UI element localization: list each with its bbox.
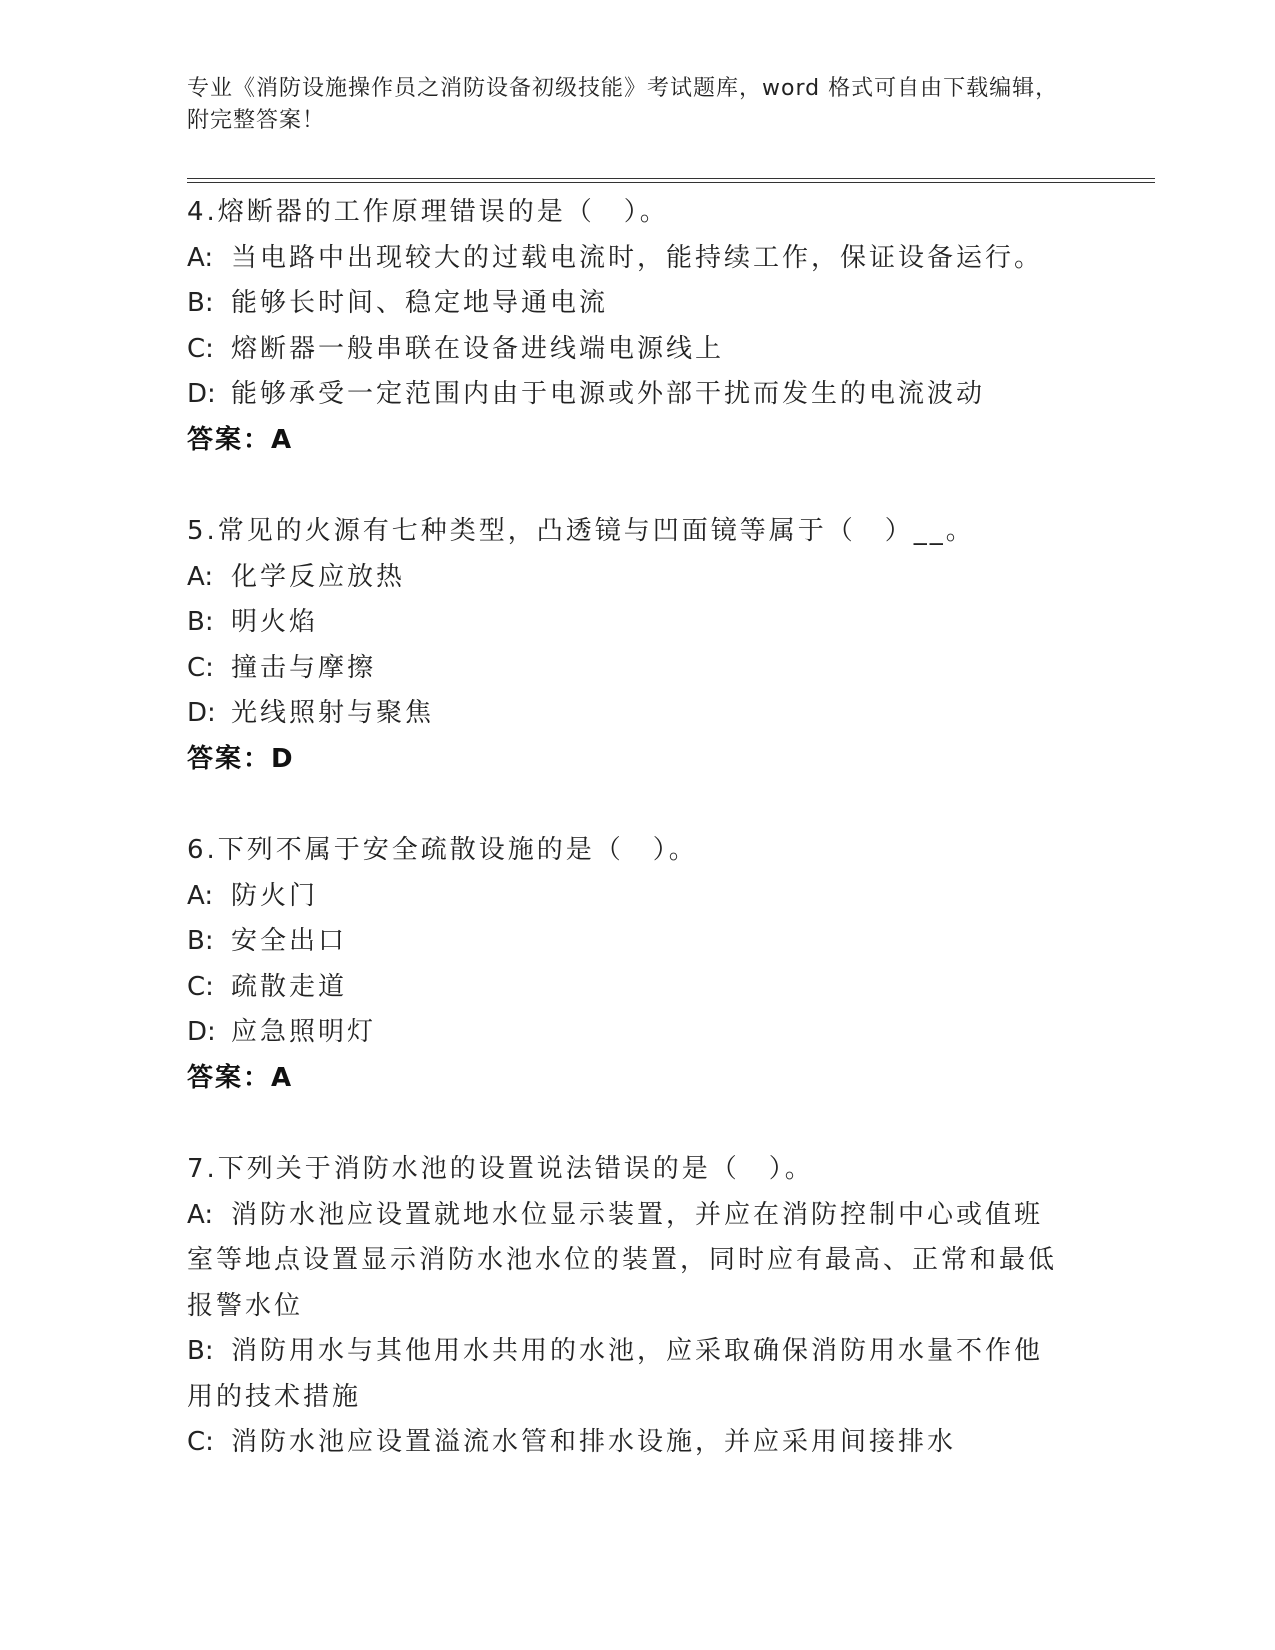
- option-letter: D:: [187, 1017, 216, 1047]
- option-text: 当电路中出现较大的过载电流时，能持续工作，保证设备运行。: [231, 242, 1044, 273]
- option-letter: C:: [187, 1427, 214, 1457]
- option-text: 消防水池应设置溢流水管和排水设施，并应采用间接排水: [231, 1427, 957, 1457]
- option-b: [187, 919, 1087, 965]
- option-letter: B:: [187, 607, 214, 637]
- header-divider-top: [187, 178, 1155, 179]
- option-letter: A:: [187, 880, 214, 911]
- option-text: 疏散走道: [231, 971, 348, 1002]
- option-text: 化学反应放热: [231, 561, 406, 592]
- option-text: 应急照明灯: [231, 1017, 377, 1047]
- option-text: 明火焰: [231, 607, 319, 637]
- option-text: 安全出口: [231, 926, 348, 956]
- option-a: [187, 874, 1087, 920]
- question-list: [187, 190, 1087, 1512]
- option-c: [187, 646, 1087, 692]
- option-c: [187, 327, 1087, 373]
- answer-label: 答案：A: [187, 1062, 294, 1093]
- question-title: 4.熔断器的工作原理错误的是（ ）。: [187, 197, 669, 227]
- option-letter: D:: [187, 698, 216, 728]
- option-c: [187, 965, 1087, 1011]
- option-letter: B:: [187, 1336, 214, 1366]
- question-6: [187, 828, 1087, 1101]
- option-text: 防火门: [231, 880, 319, 911]
- option-letter: A:: [187, 561, 214, 592]
- option-text: 能够长时间、稳定地导通电流: [231, 288, 609, 318]
- option-letter: C:: [187, 652, 214, 683]
- option-text: 能够承受一定范围内由于电源或外部干扰而发生的电流波动: [231, 379, 986, 409]
- question-title: 5.常见的火源有七种类型，凸透镜与凹面镜等属于（ ）__。: [187, 516, 975, 546]
- option-letter: B:: [187, 926, 214, 956]
- question-7: [187, 1147, 1087, 1466]
- option-text: 消防用水与其他用水共用的水池，应采取确保消防用水量不作他用的技术措施: [187, 1336, 1044, 1412]
- header-divider-bottom: [187, 182, 1155, 183]
- option-letter: C:: [187, 971, 214, 1002]
- option-letter: D:: [187, 379, 216, 409]
- question-title: 6.下列不属于安全疏散设施的是（ ）。: [187, 835, 698, 865]
- answer-label: 答案：A: [187, 424, 294, 455]
- option-letter: A:: [187, 242, 214, 273]
- option-a: [187, 236, 1087, 282]
- option-d: [187, 372, 1087, 418]
- option-text: 消防水池应设置就地水位显示装置，并应在消防控制中心或值班室等地点设置显示消防水池水位的装置，同时应有最高、正常和最低报警水位: [187, 1199, 1058, 1321]
- document-header: 专业《消防设施操作员之消防设备初级技能》考试题库，word 格式可自由下载编辑，附完整答案！: [187, 76, 1059, 133]
- option-letter: C:: [187, 333, 214, 364]
- option-d: [187, 1010, 1087, 1056]
- option-c: [187, 1420, 1067, 1466]
- option-a: [187, 1193, 1067, 1330]
- answer-label: 答案：D: [187, 743, 295, 774]
- option-a: [187, 555, 1087, 601]
- question-title: 7.下列关于消防水池的设置说法错误的是（ ）。: [187, 1154, 814, 1184]
- question-4: [187, 190, 1087, 463]
- option-text: 光线照射与聚焦: [231, 698, 435, 728]
- option-b: [187, 1329, 1067, 1420]
- option-b: [187, 281, 1087, 327]
- option-d: [187, 691, 1087, 737]
- option-text: 撞击与摩擦: [231, 652, 377, 683]
- option-letter: A:: [187, 1199, 214, 1230]
- option-text: 熔断器一般串联在设备进线端电源线上: [231, 333, 725, 364]
- question-5: [187, 509, 1087, 782]
- option-b: [187, 600, 1087, 646]
- option-letter: B:: [187, 288, 214, 318]
